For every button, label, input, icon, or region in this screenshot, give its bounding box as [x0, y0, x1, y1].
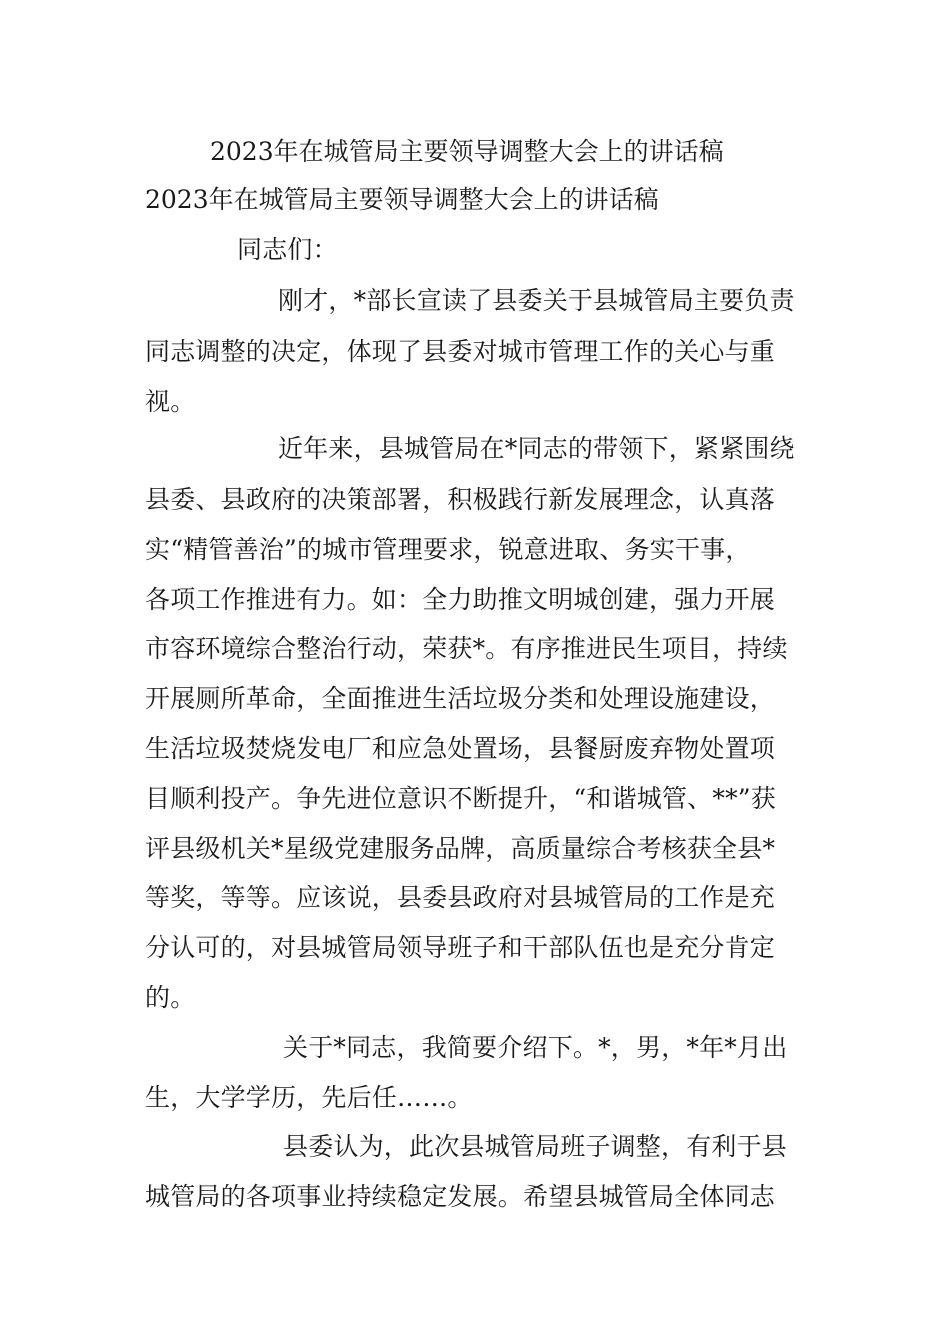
body-line: 生活垃圾焚烧发电厂和应急处置场，县餐厨废弃物处置项 — [145, 734, 776, 763]
body-line: 同志调整的决定，体现了县委对城市管理工作的关心与重 — [145, 337, 776, 366]
body-line: 分认可的，对县城管局领导班子和干部队伍也是充分肯定 — [145, 933, 776, 962]
body-line: 县委、县政府的决策部署，积极践行新发展理念，认真落 — [145, 485, 776, 514]
body-line: 市容环境综合整治行动，荣获*。有序推进民生项目，持续 — [145, 634, 788, 663]
body-line: 近年来，县城管局在*同志的带领下，紧紧围绕 — [278, 434, 795, 463]
body-line: 等奖，等等。应该说，县委县政府对县城管局的工作是充 — [145, 883, 776, 912]
body-line: 评县级机关*星级党建服务品牌，高质量综合考核获全县* — [145, 834, 776, 863]
body-line: 目顺利投产。争先进位意识不断提升，“和谐城管、**”获 — [145, 784, 776, 813]
body-line: 的。 — [145, 983, 196, 1012]
body-line: 县委认为，此次县城管局班子调整，有利于县 — [283, 1132, 788, 1161]
body-line: 刚才，*部长宣读了县委关于县城管局主要负责 — [278, 286, 795, 315]
body-line: 视。 — [145, 387, 196, 416]
body-line: 城管局的各项事业持续稳定发展。希望县城管局全体同志 — [145, 1182, 776, 1211]
body-line: 开展厕所革命，全面推进生活垃圾分类和处理设施建设， — [145, 684, 776, 713]
document-title-centered: 2023年在城管局主要领导调整大会上的讲话稿 — [210, 137, 724, 166]
body-line: 关于*同志，我简要介绍下。*，男，*年*月出 — [283, 1033, 788, 1062]
body-line: 各项工作推进有力。如：全力助推文明城创建，强力开展 — [145, 585, 776, 614]
salutation: 同志们： — [237, 235, 338, 264]
document-title-repeat: 2023年在城管局主要领导调整大会上的讲话稿 — [145, 185, 659, 214]
body-line: 实“精管善治”的城市管理要求，锐意进取、务实干事， — [145, 535, 751, 564]
body-line: 生，大学学历，先后任……。 — [145, 1083, 473, 1112]
